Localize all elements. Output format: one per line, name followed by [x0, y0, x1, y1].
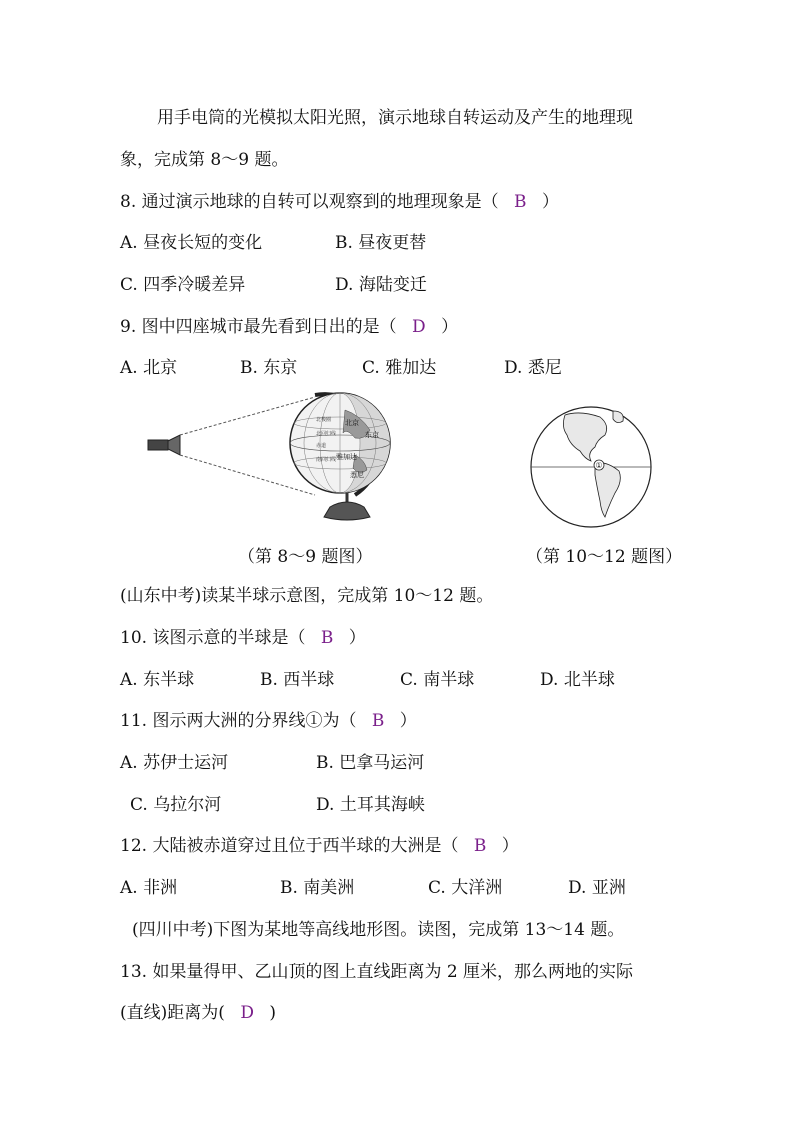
- answer-text: B: [320, 628, 334, 648]
- globe-label-tokyo: 东京: [365, 432, 379, 439]
- globe-label-tropic-capricorn: 南回归线: [316, 457, 337, 463]
- question-stem: (直线)距离为(: [120, 1003, 225, 1023]
- q8-option-a: A. 昼夜长短的变化: [120, 233, 263, 253]
- question-8: [120, 192, 559, 212]
- q11-option-d: D. 土耳其海峡: [316, 795, 425, 815]
- q9-option-b: B. 东京: [240, 358, 298, 378]
- globe-label-arctic-circle: 北极圈: [316, 417, 332, 423]
- q12-option-a: A. 非洲: [120, 878, 178, 898]
- q10-option-d: D. 北半球: [540, 670, 615, 690]
- intro-line-1: 用手电筒的光模拟太阳光照，演示地球自转运动及产生的地理现: [157, 108, 633, 128]
- caption-figure-8-9: （第 8～9 题图）: [238, 547, 373, 567]
- q9-option-a: A. 北京: [120, 358, 178, 378]
- question-stem: 11. 图示两大洲的分界线①为（: [120, 711, 357, 731]
- answer-text: B: [371, 711, 385, 731]
- question-12: [120, 836, 519, 856]
- question-9: [120, 317, 458, 337]
- hemisphere-map: [525, 405, 660, 530]
- question-10: [120, 628, 366, 648]
- q9-option-c: C. 雅加达: [362, 358, 437, 378]
- question-close: ): [269, 1003, 276, 1023]
- panama-marker: ①: [595, 461, 603, 470]
- caption-figure-10-12: （第 10～12 题图）: [526, 547, 683, 567]
- globe-label-equator: 赤道: [316, 443, 327, 449]
- q11-option-a: A. 苏伊士运河: [120, 753, 229, 773]
- question-close: ）: [348, 628, 366, 648]
- answer-text: D: [240, 1003, 254, 1023]
- q9-option-d: D. 悉尼: [504, 358, 562, 378]
- q10-option-b: B. 西半球: [260, 670, 335, 690]
- question-11: [120, 711, 417, 731]
- answer-text: D: [412, 317, 426, 337]
- q10-option-c: C. 南半球: [400, 670, 475, 690]
- question-close: ）: [541, 192, 559, 212]
- intro-line-2: 象，完成第 8～9 题。: [120, 150, 289, 170]
- q12-option-d: D. 亚洲: [568, 878, 626, 898]
- globe-label-beijing: 北京: [345, 420, 359, 427]
- answer-text: B: [473, 836, 487, 856]
- q12-option-c: C. 大洋洲: [428, 878, 503, 898]
- intro-shandong: (山东中考)读某半球示意图，完成第 10～12 题。: [120, 586, 494, 606]
- question-stem: 10. 该图示意的半球是（: [120, 628, 306, 648]
- question-stem: 12. 大陆被赤道穿过且位于西半球的大洲是（: [120, 836, 459, 856]
- globe-figure: [140, 385, 400, 530]
- question-stem: 8. 通过演示地球的自转可以观察到的地理现象是（: [120, 192, 499, 212]
- intro-sichuan: (四川中考)下图为某地等高线地形图。读图，完成第 13～14 题。: [132, 920, 625, 940]
- q8-option-c: C. 四季冷暖差异: [120, 275, 246, 295]
- globe-label-tropic-cancer: 北回归线: [316, 431, 337, 437]
- q10-option-a: A. 东半球: [120, 670, 195, 690]
- q8-option-d: D. 海陆变迁: [335, 275, 427, 295]
- question-13-line-2: [120, 1003, 276, 1023]
- question-close: ）: [501, 836, 519, 856]
- question-13-line-1: 13. 如果量得甲、乙山顶的图上直线距离为 2 厘米，那么两地的实际: [120, 962, 634, 982]
- q11-option-c: C. 乌拉尔河: [130, 795, 222, 815]
- question-close: ）: [399, 711, 417, 731]
- answer-text: B: [514, 192, 527, 212]
- question-close: ）: [441, 317, 459, 337]
- q11-option-b: B. 巴拿马运河: [316, 753, 425, 773]
- q12-option-b: B. 南美洲: [280, 878, 355, 898]
- globe-label-sydney: 悉尼: [350, 472, 364, 479]
- q8-option-b: B. 昼夜更替: [335, 233, 427, 253]
- question-stem: 9. 图中四座城市最先看到日出的是（: [120, 317, 397, 337]
- globe-label-jakarta: 雅加达: [336, 454, 357, 461]
